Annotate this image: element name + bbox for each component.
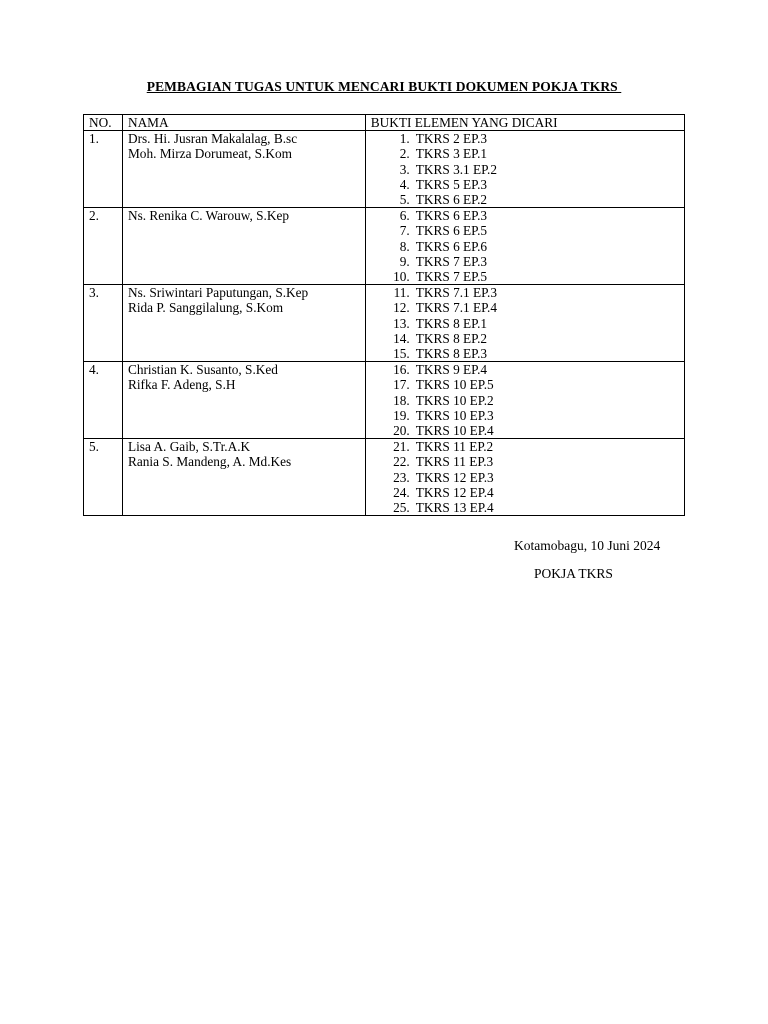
evidence-item [371,500,680,515]
assignee-names [122,131,365,208]
evidence-cell [365,208,684,285]
evidence-item-text: TKRS 6 EP.5 [415,223,488,239]
evidence-item-number: 9. [399,253,410,269]
evidence-item-text: TKRS 5 EP.3 [415,176,488,192]
table-body [84,131,685,516]
row-number: 2. [84,208,123,285]
evidence-item [371,131,680,146]
evidence-item [371,300,680,315]
evidence-item [371,408,680,423]
evidence-item-number: 2. [399,146,410,162]
assignee-name: Ns. Renika C. Warouw, S.Kep [127,208,290,224]
evidence-item-text: TKRS 7.1 EP.4 [415,300,498,316]
evidence-item-number: 8. [399,238,410,254]
row-number: 3. [84,285,123,362]
table-row [84,362,685,439]
assignee-name: Rania S. Mandeng, A. Md.Kes [127,454,292,470]
evidence-item [371,439,680,454]
row-number: 4. [84,362,123,439]
evidence-item-number: 10. [393,269,410,285]
evidence-cell [365,131,684,208]
table-header-row [84,115,685,131]
evidence-item-text: TKRS 8 EP.2 [415,330,488,346]
signature-label: POKJA TKRS [534,566,613,581]
evidence-item-number: 3. [399,161,410,177]
evidence-item-number: 21. [393,439,410,455]
evidence-item-text: TKRS 8 EP.1 [415,315,488,331]
assignee-names [122,439,365,516]
evidence-item-text: TKRS 10 EP.3 [415,407,494,423]
evidence-item-number: 19. [393,407,410,423]
evidence-item-number: 20. [393,423,410,439]
assignee-name: Rida P. Sanggilalung, S.Kom [127,300,284,316]
evidence-item-number: 13. [393,315,410,331]
evidence-item-text: TKRS 10 EP.4 [415,423,494,439]
evidence-cell [365,285,684,362]
evidence-item-text: TKRS 2 EP.3 [415,131,488,147]
evidence-item-number: 6. [399,208,410,224]
evidence-item-text: TKRS 7 EP.3 [415,253,488,269]
evidence-item-text: TKRS 12 EP.3 [415,469,494,485]
evidence-item-number: 1. [399,131,410,147]
assignee-names [122,285,365,362]
assignee-names [122,208,365,285]
evidence-item [371,192,680,207]
place-date: Kotamobagu, 10 Juni 2024 [514,538,661,553]
evidence-item-number: 25. [393,500,410,516]
evidence-cell [365,439,684,516]
assignee-name: Moh. Mirza Dorumeat, S.Kom [127,146,292,162]
evidence-item [371,393,680,408]
evidence-item [371,146,680,161]
evidence-item-text: TKRS 6 EP.2 [415,192,488,208]
evidence-item [371,423,680,438]
table-row [84,131,685,208]
evidence-item-text: TKRS 8 EP.3 [415,346,488,362]
evidence-item-text: TKRS 6 EP.6 [415,238,488,254]
table-row [84,285,685,362]
row-number: 1. [84,131,123,208]
evidence-item-text: TKRS 10 EP.2 [415,392,494,408]
evidence-item-number: 23. [393,469,410,485]
evidence-item [371,208,680,223]
header-evidence: BUKTI ELEMEN YANG DICARI [365,115,684,131]
evidence-item-number: 12. [393,300,410,316]
header-no: NO. [84,115,123,131]
evidence-item [371,454,680,469]
assignment-table [83,114,685,516]
document-title: PEMBAGIAN TUGAS UNTUK MENCARI BUKTI DOKUMEN POKJA TKRS [146,79,622,94]
evidence-item-text: TKRS 12 EP.4 [415,484,494,500]
header-name: NAMA [122,115,365,131]
assignee-name: Lisa A. Gaib, S.Tr.A.K [127,439,251,455]
evidence-item-number: 5. [399,192,410,208]
evidence-item-text: TKRS 11 EP.2 [415,439,494,455]
evidence-item [371,223,680,238]
table-row [84,439,685,516]
evidence-item [371,377,680,392]
evidence-item [371,362,680,377]
evidence-item-number: 11. [393,285,410,301]
evidence-list [371,362,680,438]
evidence-item-text: TKRS 13 EP.4 [415,500,494,516]
evidence-item [371,285,680,300]
evidence-item-text: TKRS 7 EP.5 [415,269,488,285]
assignee-names [122,362,365,439]
evidence-item [371,269,680,284]
evidence-item-number: 17. [393,377,410,393]
evidence-item-number: 7. [399,223,410,239]
assignee-name: Drs. Hi. Jusran Makalalag, B.sc [127,131,298,147]
evidence-item [371,177,680,192]
evidence-item [371,162,680,177]
assignee-name: Ns. Sriwintari Paputungan, S.Kep [127,285,309,301]
evidence-item [371,485,680,500]
evidence-item-text: TKRS 3 EP.1 [415,146,488,162]
evidence-item [371,239,680,254]
evidence-list [371,285,680,361]
evidence-item-number: 24. [393,484,410,500]
evidence-item [371,254,680,269]
evidence-item-text: TKRS 10 EP.5 [415,377,494,393]
evidence-item-number: 16. [393,362,410,378]
evidence-item-number: 14. [393,330,410,346]
evidence-item-text: TKRS 6 EP.3 [415,208,488,224]
evidence-item-number: 4. [399,176,410,192]
evidence-item-text: TKRS 9 EP.4 [415,362,488,378]
assignee-name: Rifka F. Adeng, S.H [127,377,236,393]
evidence-item [371,331,680,346]
evidence-list [371,439,680,515]
evidence-item-number: 22. [393,454,410,470]
evidence-item-number: 18. [393,392,410,408]
evidence-item-text: TKRS 7.1 EP.3 [415,285,498,301]
evidence-item-number: 15. [393,346,410,362]
row-number: 5. [84,439,123,516]
evidence-list [371,208,680,284]
evidence-item [371,316,680,331]
evidence-item [371,470,680,485]
evidence-item [371,346,680,361]
assignee-name: Christian K. Susanto, S.Ked [127,362,278,378]
evidence-item-text: TKRS 3.1 EP.2 [415,161,498,177]
table-row [84,208,685,285]
evidence-item-text: TKRS 11 EP.3 [415,454,494,470]
evidence-list [371,131,680,207]
evidence-cell [365,362,684,439]
